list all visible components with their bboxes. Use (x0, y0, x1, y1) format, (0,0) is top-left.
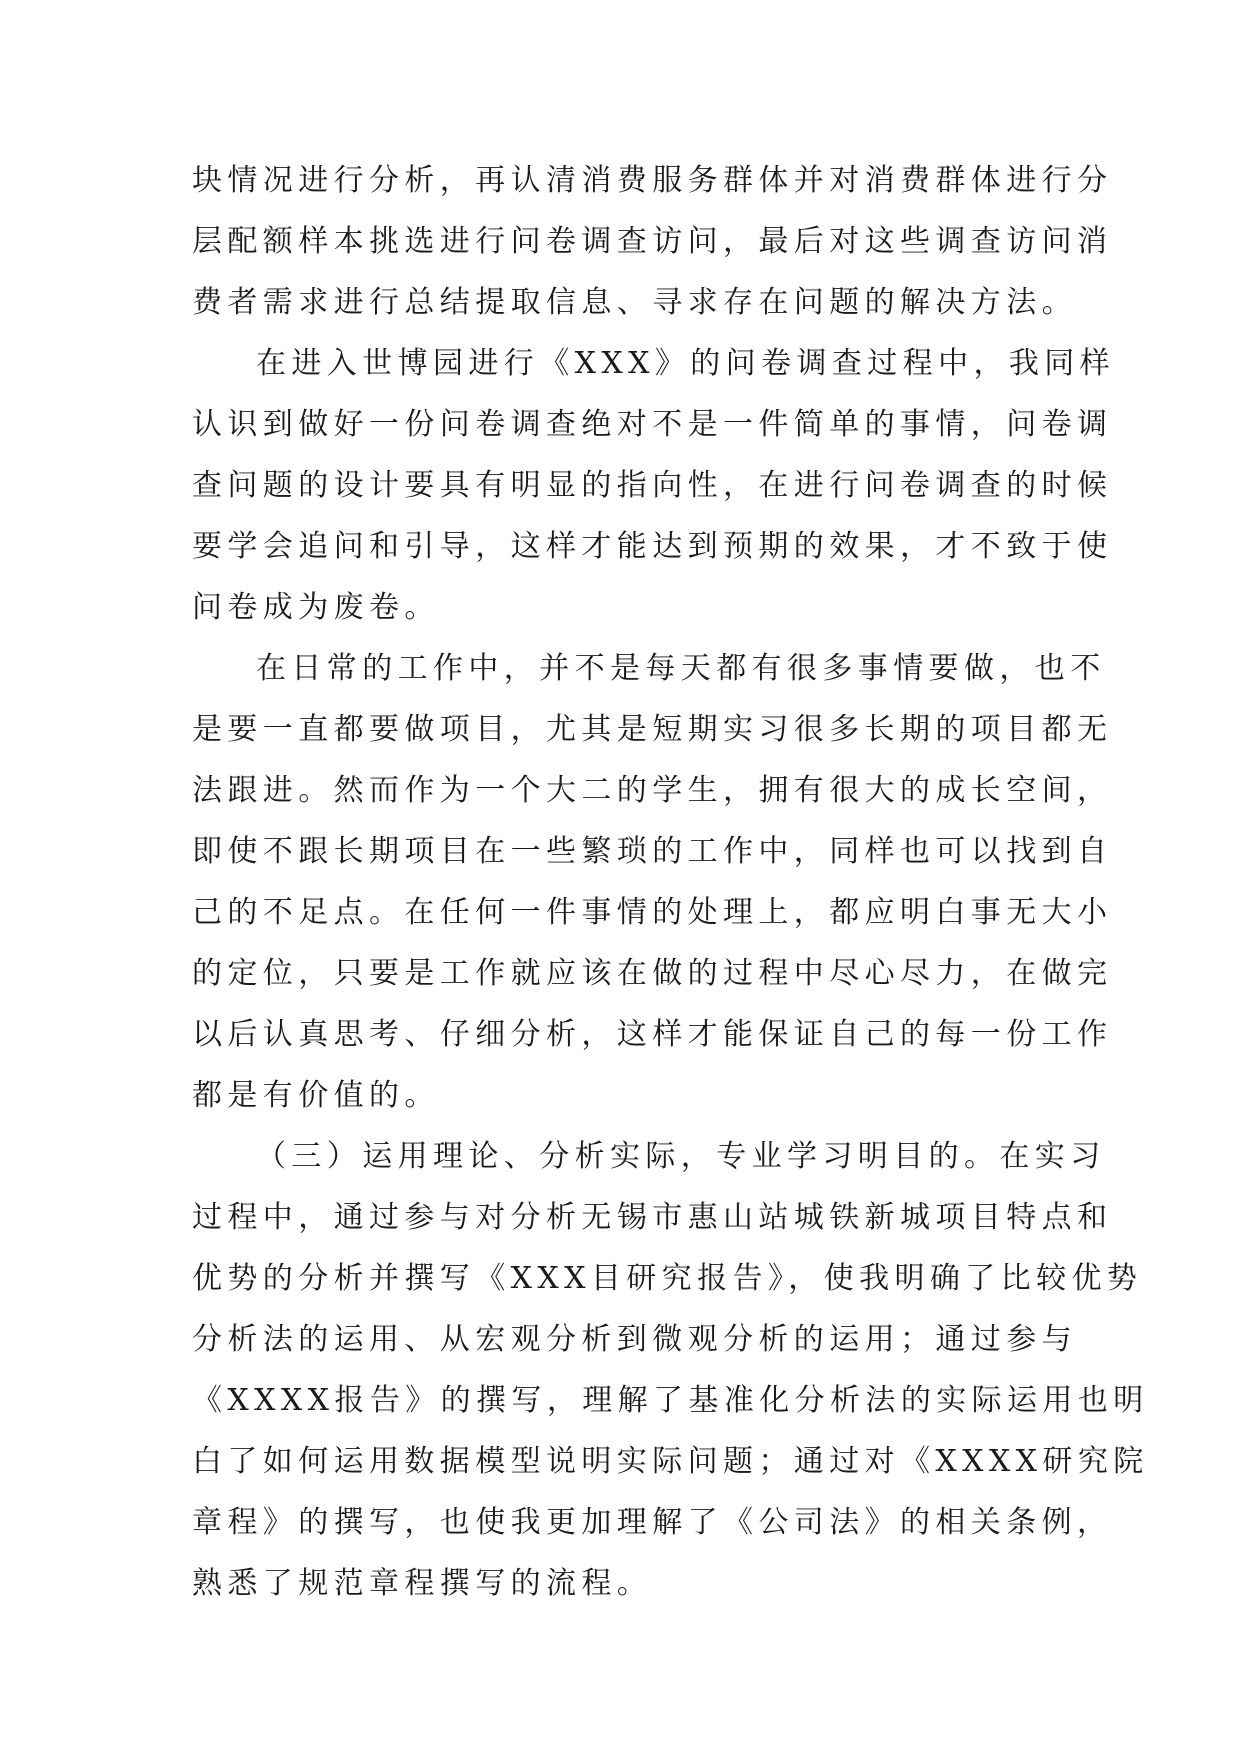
text-line: 都是有价值的。 (192, 1078, 440, 1113)
paragraph-4 (192, 1126, 1149, 1614)
text-line: 己的不足点。在任何一件事情的处理上，都应明白事无大小 (192, 895, 1113, 930)
paragraph-2 (192, 333, 1116, 638)
text-line: （三）运用理论、分析实际，专业学习明目的。在实习 (256, 1139, 1106, 1174)
text-line: 在日常的工作中，并不是每天都有很多事情要做，也不 (256, 651, 1106, 686)
text-line: 章程》的撰写，也使我更加理解了《公司法》的相关条例， (192, 1505, 1113, 1540)
text-line: 《XXXX报告》的撰写，理解了基准化分析法的实际运用也明 (192, 1383, 1149, 1418)
text-line: 过程中，通过参与对分析无锡市惠山站城铁新城项目特点和 (192, 1200, 1113, 1235)
text-line: 优势的分析并撰写《XXX目研究报告》，使我明确了比较优势 (192, 1261, 1143, 1296)
text-line: 以后认真思考、仔细分析，这样才能保证自己的每一份工作 (192, 1017, 1113, 1052)
text-line: 块情况进行分析，再认清消费服务群体并对消费群体进行分 (192, 163, 1113, 198)
text-line: 层配额样本挑选进行问卷调查访问，最后对这些调查访问消 (192, 224, 1113, 259)
text-line: 白了如何运用数据模型说明实际问题；通过对《XXXX研究院 (192, 1444, 1149, 1479)
text-line: 分析法的运用、从宏观分析到微观分析的运用；通过参与 (192, 1322, 1077, 1357)
text-line: 法跟进。然而作为一个大二的学生，拥有很大的成长空间， (192, 773, 1113, 808)
text-line: 熟悉了规范章程撰写的流程。 (192, 1566, 653, 1601)
text-line: 在进入世博园进行《XXX》的问卷调查过程中，我同样 (256, 346, 1116, 381)
text-line: 认识到做好一份问卷调查绝对不是一件简单的事情，问卷调 (192, 407, 1113, 442)
text-line: 问卷成为废卷。 (192, 590, 440, 625)
paragraph-3 (192, 638, 1113, 1126)
text-line: 是要一直都要做项目，尤其是短期实习很多长期的项目都无 (192, 712, 1113, 747)
text-line: 的定位，只要是工作就应该在做的过程中尽心尽力，在做完 (192, 956, 1113, 991)
text-line: 要学会追问和引导，这样才能达到预期的效果，才不致于使 (192, 529, 1113, 564)
document-body (192, 150, 1149, 1614)
text-line: 查问题的设计要具有明显的指向性，在进行问卷调查的时候 (192, 468, 1113, 503)
text-line: 费者需求进行总结提取信息、寻求存在问题的解决方法。 (192, 285, 1077, 320)
text-line: 即使不跟长期项目在一些繁琐的工作中，同样也可以找到自 (192, 834, 1113, 869)
paragraph-1 (192, 150, 1113, 333)
